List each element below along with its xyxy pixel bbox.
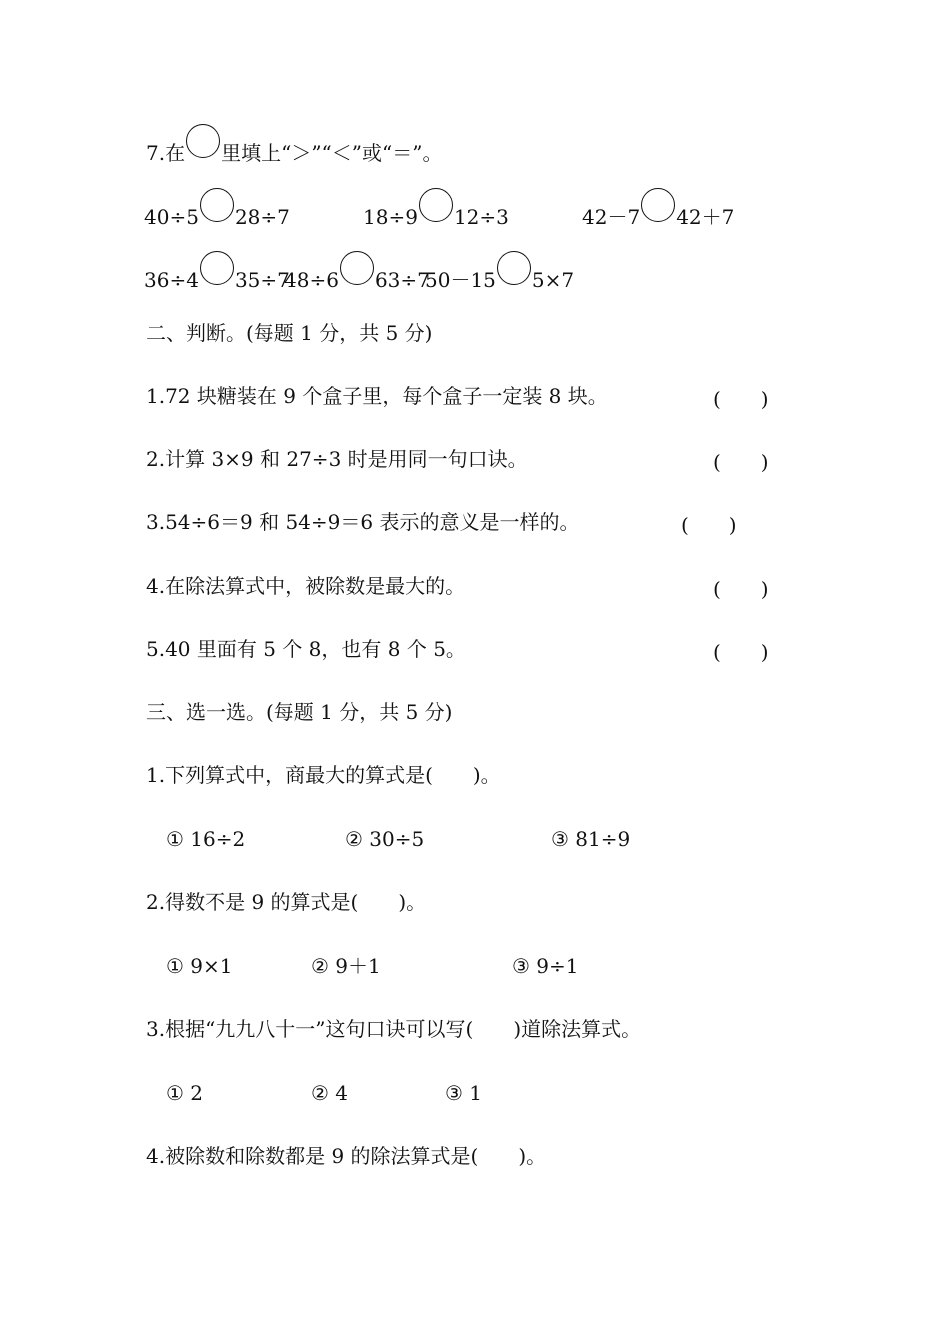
compare-circle-input[interactable] [497,251,531,285]
compare-item [425,259,574,293]
compare-left: 36÷4 [144,268,199,292]
compare-right: 63÷7 [374,268,430,292]
compare-right: 28÷7 [234,205,290,229]
judge-heading: 二、判断。(每题 1 分，共 5 分) [146,321,433,345]
choose-q3-option-3[interactable]: ③ 1 [445,1081,483,1105]
judge-item-5: 5.40 里面有 5 个 8，也有 8 个 5。 [146,637,466,661]
judge-answer-1[interactable]: ( ) [713,387,769,411]
compare-left: 42－7 [582,205,641,229]
compare-item [582,196,734,230]
choose-heading: 三、选一选。(每题 1 分，共 5 分) [146,700,453,724]
compare-right: 35÷7 [234,268,290,292]
judge-item-4: 4.在除法算式中，被除数是最大的。 [146,574,466,598]
compare-item [144,259,290,293]
choose-q2-option-2[interactable]: ② 9＋1 [311,954,381,978]
compare-circle-input[interactable] [641,188,675,222]
judge-answer-3[interactable]: ( ) [681,513,737,537]
choose-q2-option-3[interactable]: ③ 9÷1 [512,954,579,978]
compare-circle-input[interactable] [340,251,374,285]
q7-title [146,132,442,166]
q7-title-prefix: 7.在 [146,141,186,165]
compare-right: 5×7 [531,268,575,292]
compare-circle-input[interactable] [200,251,234,285]
choose-q4-stem: 4.被除数和除数都是 9 的除法算式是( )。 [146,1144,547,1168]
choose-q1-option-3[interactable]: ③ 81÷9 [551,827,631,851]
judge-answer-2[interactable]: ( ) [713,450,769,474]
choose-q1-option-2[interactable]: ② 30÷5 [345,827,425,851]
choose-q1-stem: 1.下列算式中，商最大的算式是( )。 [146,763,501,787]
compare-left: 48÷6 [284,268,339,292]
judge-item-2: 2.计算 3×9 和 27÷3 时是用同一句口诀。 [146,447,528,471]
compare-circle-input[interactable] [200,188,234,222]
choose-q3-stem: 3.根据“九九八十一”这句口诀可以写( )道除法算式。 [146,1017,642,1041]
choose-q1-option-1[interactable]: ① 16÷2 [166,827,246,851]
compare-circle-icon [186,124,220,158]
judge-answer-5[interactable]: ( ) [713,640,769,664]
judge-item-3: 3.54÷6＝9 和 54÷9＝6 表示的意义是一样的。 [146,510,580,534]
choose-q2-option-1[interactable]: ① 9×1 [166,954,233,978]
choose-q3-option-2[interactable]: ② 4 [311,1081,349,1105]
compare-right: 42＋7 [676,205,735,229]
compare-left: 40÷5 [144,205,199,229]
compare-item [144,196,290,230]
compare-item [363,196,509,230]
compare-left: 18÷9 [363,205,418,229]
compare-circle-input[interactable] [419,188,453,222]
choose-q2-stem: 2.得数不是 9 的算式是( )。 [146,890,427,914]
choose-q3-option-1[interactable]: ① 2 [166,1081,204,1105]
compare-left: 50－15 [425,268,496,292]
compare-item [284,259,430,293]
judge-answer-4[interactable]: ( ) [713,577,769,601]
compare-right: 12÷3 [453,205,509,229]
judge-item-1: 1.72 块糖装在 9 个盒子里，每个盒子一定装 8 块。 [146,384,608,408]
q7-title-suffix: 里填上“＞”“＜”或“＝”。 [221,141,443,165]
